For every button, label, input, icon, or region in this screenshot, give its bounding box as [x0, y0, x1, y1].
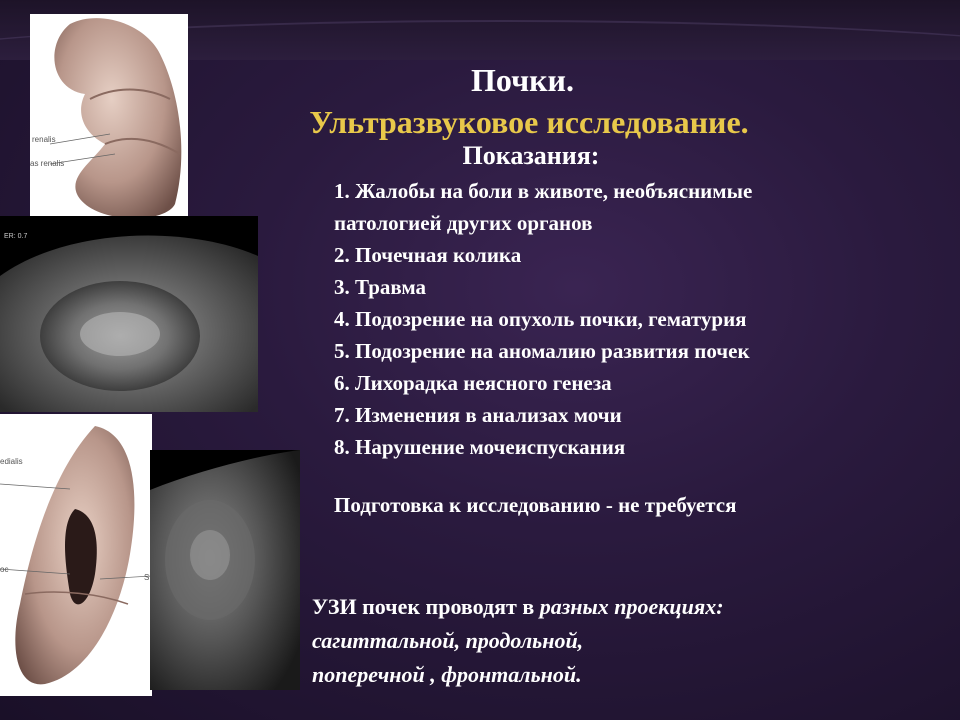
ultrasound-image-bottom [150, 450, 300, 690]
kidney-bottom-label-2: oc [0, 565, 9, 574]
list-item: 7. Изменения в анализах мочи [334, 403, 622, 427]
note-italic-3: поперечной , фронтальной. [312, 662, 582, 687]
kidney-top-label-1: renalis [32, 135, 56, 144]
kidney-bottom-label-3: S [144, 573, 150, 582]
note-italic-2: сагиттальной, продольной, [312, 628, 584, 653]
projections-note [312, 590, 932, 692]
section-heading: Показания: [462, 141, 600, 170]
list-item: 6. Лихорадка неясного генеза [334, 371, 612, 395]
note-lead: УЗИ почек проводят в [312, 594, 540, 619]
list-item: 1. Жалобы на боли в животе, необъяснимые [334, 179, 753, 203]
kidney-anatomy-image-bottom [0, 414, 152, 696]
list-item: 3. Травма [334, 275, 427, 299]
preparation-text: Подготовка к исследованию - не требуется [334, 493, 737, 517]
kidney-bottom-label-1: edialis [0, 457, 23, 466]
list-item: 4. Подозрение на опухоль почки, гематурия [334, 307, 747, 331]
slide-title: Почки. [471, 62, 574, 98]
list-item: 5. Подозрение на аномалию развития почек [334, 339, 750, 363]
list-item: патологией других органов [334, 211, 593, 235]
list-item: 8. Нарушение мочеиспускания [334, 435, 626, 459]
ultrasound-image-top [0, 216, 258, 412]
kidney-top-label-2: as renalis [30, 159, 65, 168]
slide-subtitle: Ультразвуковое исследование. [309, 104, 749, 140]
indications-list [334, 175, 934, 463]
note-italic-1: разных проекциях: [539, 594, 724, 619]
ultrasound-top-label: ER: 0.7 [4, 233, 28, 240]
list-item: 2. Почечная колика [334, 243, 522, 267]
